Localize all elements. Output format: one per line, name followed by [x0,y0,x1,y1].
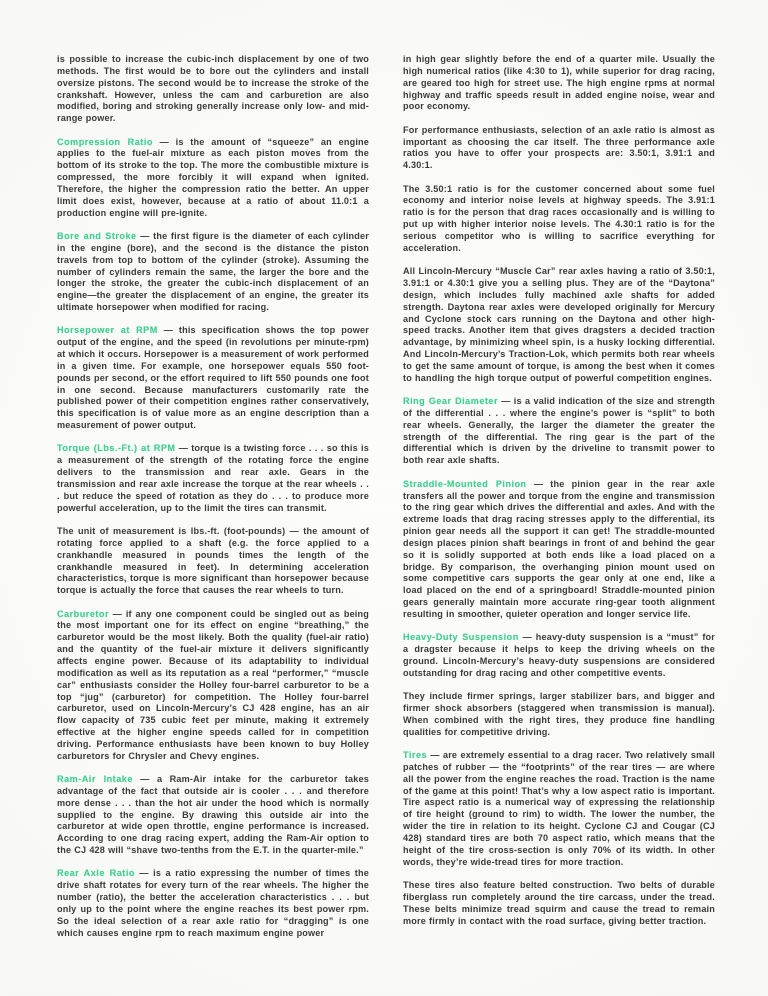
term-heading-ram-air-intake: Ram-Air Intake [57,774,133,785]
paragraph-torque-at-rpm [57,443,369,514]
paragraph-body-torque-at-rpm: — torque is a twisting force . . . so this is a measurement of the strength of the rotating force the engine delivers to the transmission and rear axle. Gears in the transmission and rear axle increase the torque at the rear wheels . . . but reduce the speed of rotation as they do . . . to produce more powerful acceleration, up to the limit the tires can transmit. [57,443,369,513]
paragraph-body-horsepower-at-rpm: — this specification shows the top power output of the engine, and the speed (in revolutions per minute-rpm) at which it occurs. Horsepower is a measurement of work performed in a given time. For example, one horsepower equals 550 foot-pounds per second, or the effort required to lift 550 pounds one foot in one second. Because manufacturers customarily rate the published power of their competition engines rather conservatively, this specification is of value more as an engine description than a measurement of power output. [57,325,369,431]
two-column-text-body [57,54,715,954]
paragraph-body-straddle-mounted-pinion: — the pinion gear in the rear axle transfers all the power and torque from the engine and transmission to the ring gear which drives the differential and axles. And with the extreme loads that drag racing stresses apply to the differential, its pinion gear needs all the support it can get! The straddle-mounted design places pinion shaft bearings in front of and behind the gear so it is solidly supported at both ends like a load placed on a bridge. By comparison, the overhanging pinion mount used on some competitive cars supports the gear only at one end, like a load placed on the end of a springboard! Straddle-mounted pinion gears generally maintain more accurate ring-gear tooth alignment resulting in smoother, quieter operation and longer service life. [403,478,715,619]
paragraph-ratio-breakdown [403,184,715,255]
paragraph-body-compression-ratio: — is the amount of “squeeze” an engine applies to the fuel-air mixture as each piston moves from the bottom of its stroke to the top. The more the combustible mixture is compressed, the more forcibly it will expand when ignited. Therefore, the higher the compression ratio the better. An upper limit does exist, however, because at a ratio of about 11.0:1 a production engine will pre-ignite. [57,136,370,218]
paragraph-compression-ratio [57,137,369,220]
term-heading-rear-axle-ratio: Rear Axle Ratio [57,868,135,879]
right-text-column [403,54,715,954]
paragraph-tires [403,750,715,868]
paragraph-body-ring-gear-diameter: — is a valid indication of the size and strength of the differential . . . where the engine’s power is “split” to both rear wheels. Generally, the larger the diameter the greater the strength of the differential. The ring gear is the part of the differential which is driven by the driveline to transmit power to both rear axle shafts. [403,396,716,466]
paragraph-belted-construction [403,880,715,927]
paragraph-carburetor [57,609,369,763]
paragraph-body-continuation-high-gear: in high gear slightly before the end of a quarter mile. Usually the high numerical ratios (like 4:30 to 1), while superior for drag racing, are geared too high for street use. The high engine rpms at normal highway and traffic speeds result in added engine noise, wear and poor economy. [403,54,715,112]
paragraph-straddle-mounted-pinion [403,479,715,621]
paragraph-rear-axle-ratio [57,868,369,939]
paragraph-body-daytona-axles: All Lincoln-Mercury “Muscle Car” rear axles having a ratio of 3.50:1, 3.91:1 or 4.30:1 give you a selling plus. They are of the “Daytona” design, which includes fully machined axle shafts for added strength. Daytona rear axles were developed originally for Mercury and Cyclone stock cars running on the Daytona and other high-speed tracks. Another item that gives dragsters a decided traction advantage, by minimizing wheel spin, is a husky locking differential. And Lincoln-Mercury’s Traction-Lok, which permits both rear wheels to get the same amount of torque, is among the best when it comes to handling the high torque output of powerful competition engines. [403,266,715,383]
paragraph-body-tires: — are extremely essential to a drag racer. Two relatively small patches of rubber — the “footprints” of the rear tires — are where all the power from the engine reaches the road. Traction is the name of the game at this point! That’s why a low aspect ratio is important. Tire aspect ratio is a numerical way of expressing the relationship of tire height (ground to rim) to width. The lower the number, the wider the tire in relation to its height. Cyclone CJ and Cougar (CJ 428) standard tires are both 70 aspect ratio, which means that the height of the tire cross-section is only 70% of its width. In other words, they’re wide-tread tires for more traction. [403,750,715,867]
paragraph-body-suspension-detail: They include firmer springs, larger stabilizer bars, and bigger and firmer shock absorbers (staggered when transmission is manual). When combined with the right tires, they produce fine handling qualities for competitive driving. [403,691,715,737]
paragraph-body-ratio-breakdown: The 3.50:1 ratio is for the customer concerned about some fuel economy and interior noise levels at highway speeds. The 3.91:1 ratio is for the person that drag races occasionally and is willing to put up with higher interior noise levels. The 4.30:1 ratio is for the serious competitor who is willing to sacrifice everything for acceleration. [403,183,715,253]
paragraph-daytona-axles [403,266,715,384]
paragraph-continuation-displacement [57,54,369,125]
paragraph-body-carburetor: — if any one component could be singled out as being the most important one for its effect on engine “breathing,” the carburetor would be the most likely. Both the quality (fuel-air ratio) and the quantity of the fuel-air mixture it delivers significantly affects engine power. Because of its adaptability to individual modification as well as its reputation as a real “performer,” “muscle car” enthusiasts consider the Holley four-barrel carburetor to be a top “jug” (carburetor) for competition. The Holley four-barrel carburetor, used on Lincoln-Mercury’s CJ 428 engine, has an air flow capacity of 735 cubic feet per minute, making it extremely effective at the higher engine speeds called for in competition driving. Performance enthusiasts have been known to buy Holley carburetors for Chrysler and Chevy engines. [57,608,369,761]
paragraph-body-torque-unit: The unit of measurement is lbs.-ft. (foot-pounds) — the amount of rotating force applied to a shaft (e.g. the force applied to a crankhandle measured in pounds times the length of the crankhandle measured in feet). In determining acceleration characteristics, torque is more significant than horsepower because torque is actually the force that causes the rear wheels to turn. [57,526,369,596]
term-heading-carburetor: Carburetor [57,608,109,619]
paragraph-torque-unit [57,526,369,597]
paragraph-body-axle-ratio-selection: For performance enthusiasts, selection of an axle ratio is almost as important as choosing the car itself. The three performance axle ratios you have to offer your prospects are: 3.50:1, 3.91:1 and 4.30:1. [403,124,715,171]
paragraph-axle-ratio-selection [403,125,715,172]
term-heading-compression-ratio: Compression Ratio [57,136,153,147]
paragraph-ring-gear-diameter [403,396,715,467]
term-heading-straddle-mounted-pinion: Straddle-Mounted Pinion [403,478,527,489]
paragraph-horsepower-at-rpm [57,325,369,432]
term-heading-torque-at-rpm: Torque (Lbs.-Ft.) at RPM [57,443,176,454]
term-heading-ring-gear-diameter: Ring Gear Diameter [403,396,499,407]
term-heading-horsepower-at-rpm: Horsepower at RPM [57,325,158,336]
paragraph-continuation-high-gear [403,54,715,113]
paragraph-suspension-detail [403,691,715,738]
paragraph-body-ram-air-intake: — a Ram-Air intake for the carburetor takes advantage of the fact that outside air is cooler . . . and therefore more dense . . . than the hot air under the hood which is normally supplied to the engine. By drawing this outside air into the carburetor at wide open throttle, engine performance is increased. According to one drag racing expert, adding the Ram-Air option to the CJ 428 will “shave two-tenths from the E.T. in the quarter-mile.” [57,774,369,856]
paragraph-ram-air-intake [57,774,369,857]
paragraph-body-rear-axle-ratio: — is a ratio expressing the number of times the drive shaft rotates for every turn of the rear wheels. The higher the number (ratio), the better the acceleration characteristics . . . but only up to the point where the engine reaches its best power rpm. So the ideal selection of a rear axle ratio for “dragging” is one which causes engine rpm to reach maximum engine power [57,868,369,938]
paragraph-bore-and-stroke [57,231,369,314]
paragraph-body-continuation-displacement: is possible to increase the cubic-inch displacement by one of two methods. The first would be to bore out the cylinders and install oversize pistons. The second would be to increase the stroke of the crankshaft. However, unless the cam and carburetion are also modified, boring and stroking generally increase only low- and mid-range power. [57,54,369,124]
paragraph-heavy-duty-suspension [403,632,715,679]
term-heading-tires: Tires [403,750,428,761]
paragraph-body-belted-construction: These tires also feature belted construction. Two belts of durable fiberglass run completely around the tire carcass, under the tread. These belts minimize tread squirm and cause the tread to remain more firmly in contact with the road surface, giving better traction. [403,879,715,926]
term-heading-heavy-duty-suspension: Heavy-Duty Suspension [403,632,519,643]
term-heading-bore-and-stroke: Bore and Stroke [57,230,137,241]
left-text-column [57,54,369,954]
paragraph-body-heavy-duty-suspension: — heavy-duty suspension is a “must” for a dragster because it helps to keep the driving wheels on the ground. Lincoln-Mercury’s heavy-duty suspensions are considered outstanding for drag racing and other competitive events. [403,632,715,678]
paragraph-body-bore-and-stroke: — the first figure is the diameter of each cylinder in the engine (bore), and the second is the distance the piston travels from top to bottom of the cylinder (stroke). Assuming the number of cylinders remain the same, the larger the bore and the longer the stroke, the greater the cubic-inch displacement of an engine—the greater the displacement of an engine, the greater its ultimate horsepower when modified for racing. [57,230,369,313]
